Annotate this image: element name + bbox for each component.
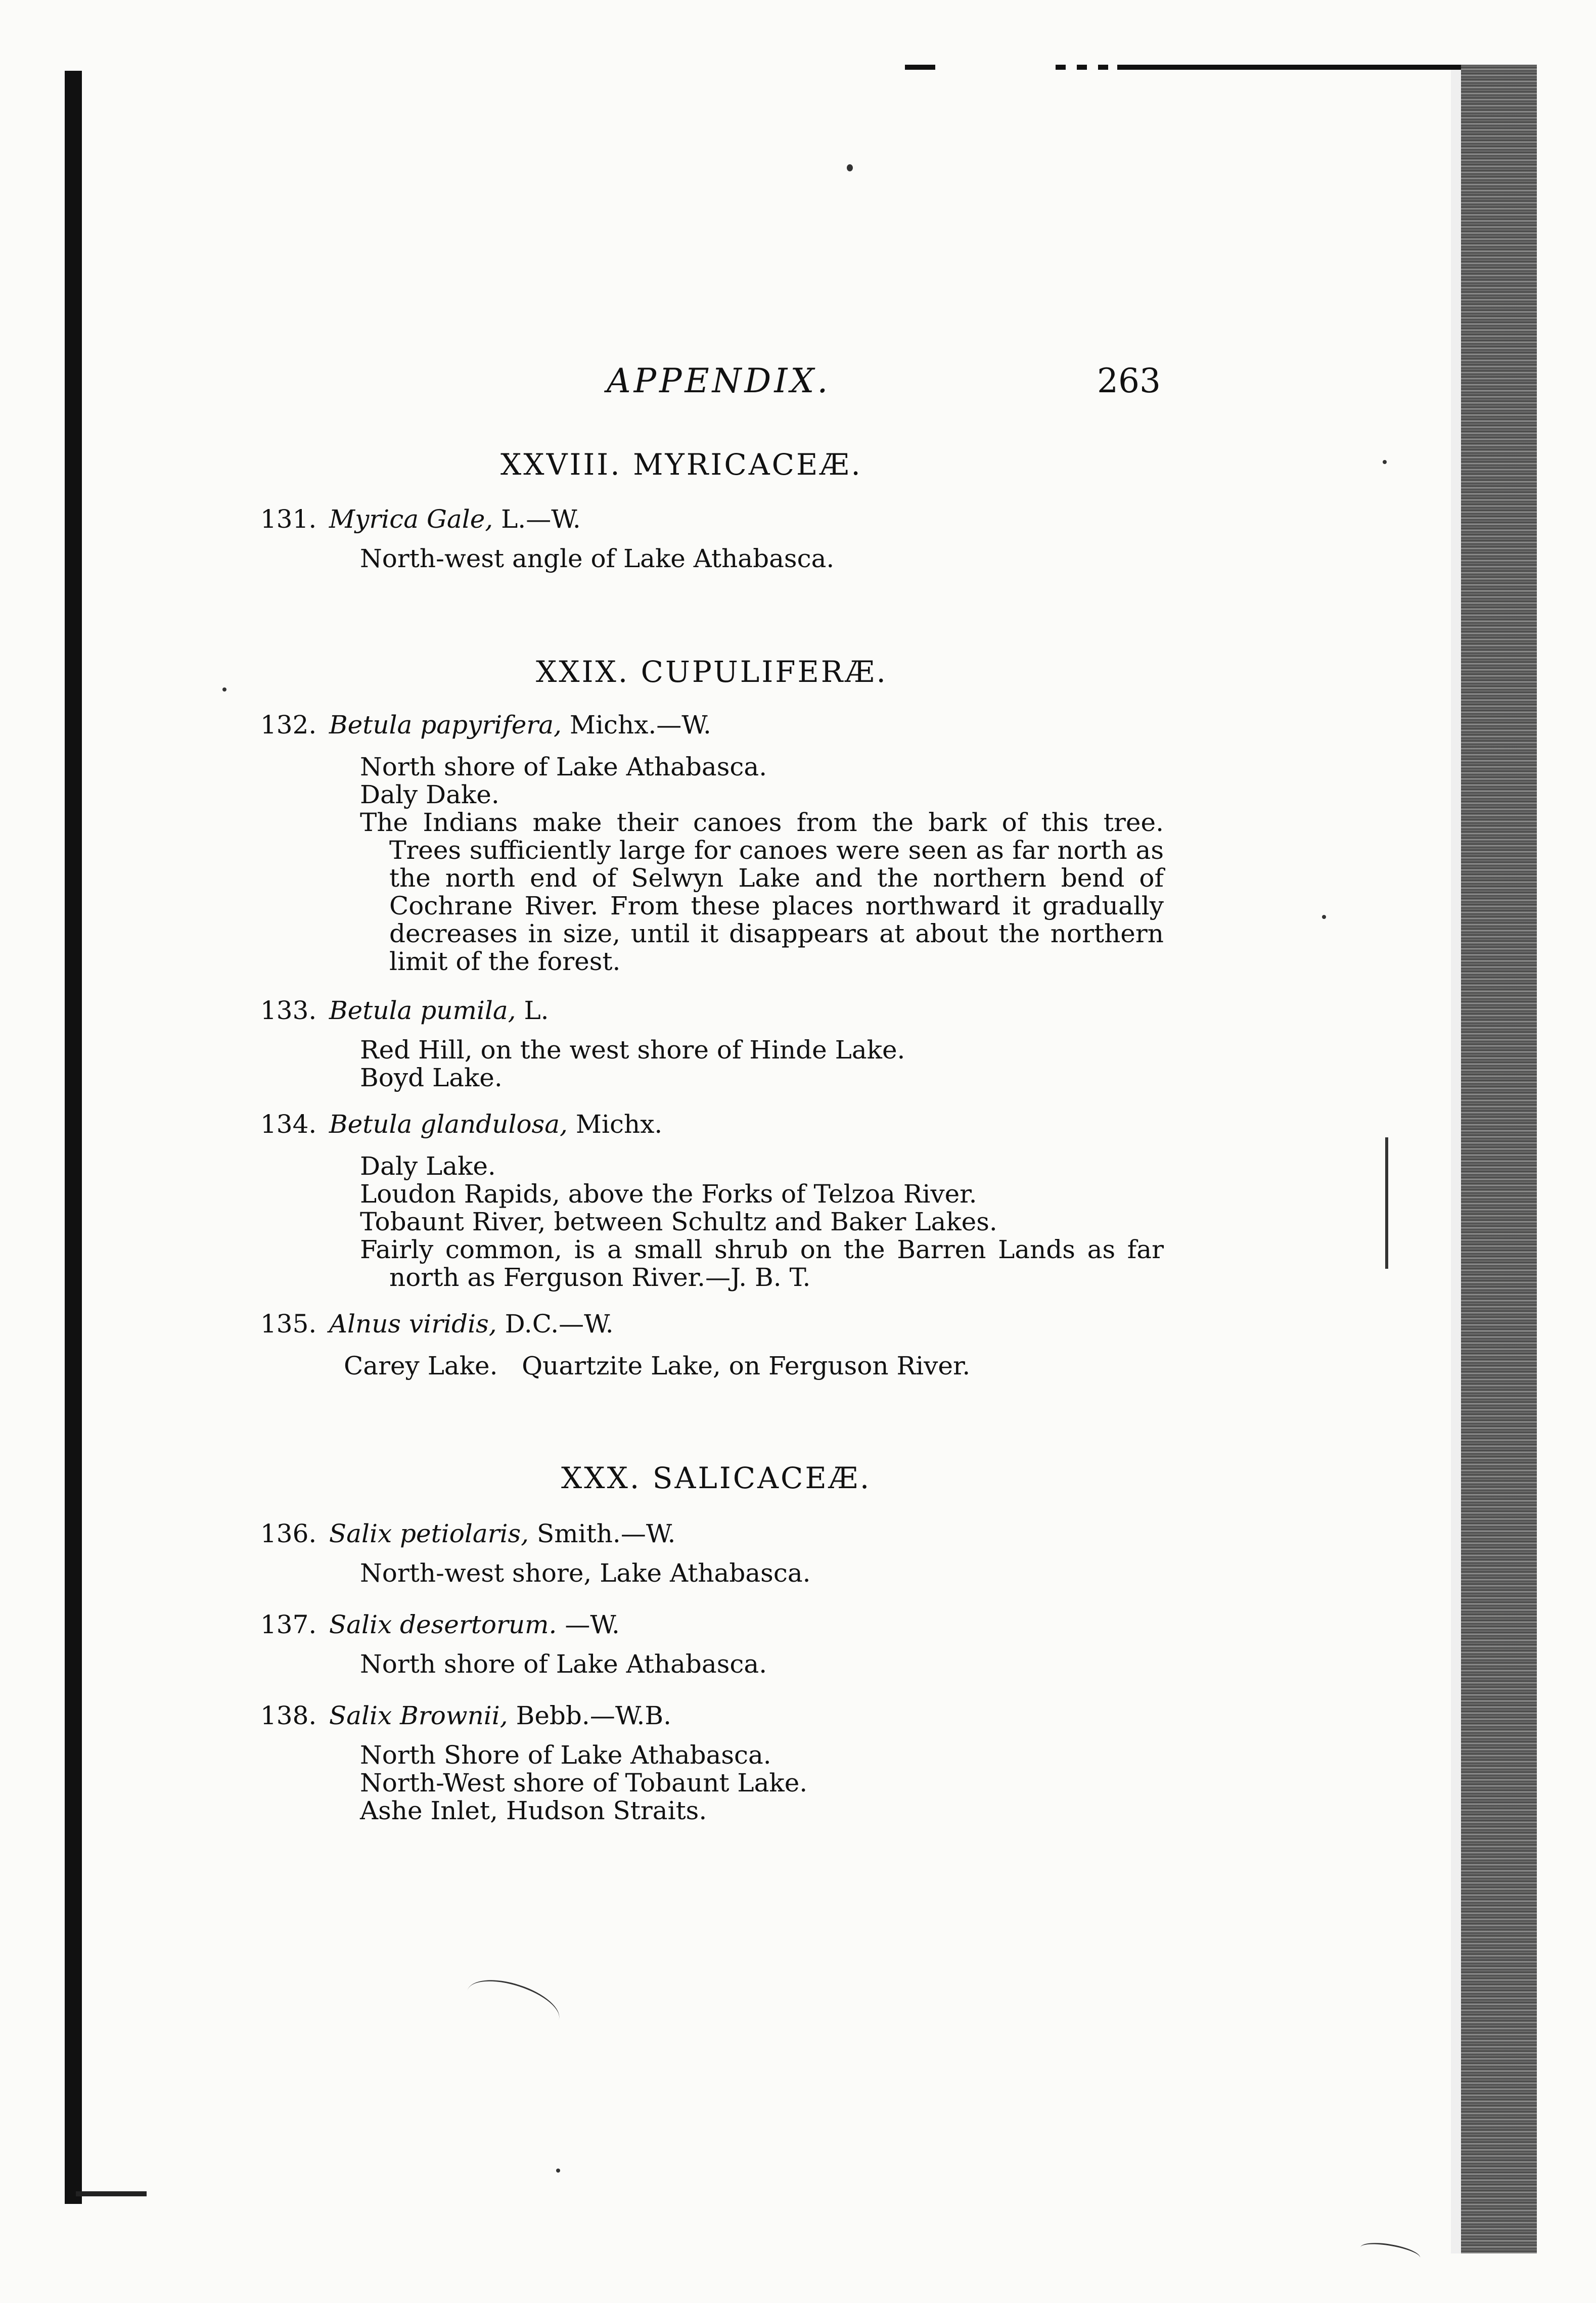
locality: Boyd Lake.: [360, 1063, 503, 1092]
species-name: Salix Brownii,: [329, 1701, 508, 1730]
locality: North-west shore, Lake Athabasca.: [360, 1558, 811, 1588]
species-authority: Smith.—W.: [536, 1519, 676, 1548]
family-heading: XXVIII. MYRICACEÆ.: [500, 447, 862, 482]
binding-foot-mark: [76, 2191, 147, 2196]
top-edge-mark: [1077, 65, 1087, 70]
species-authority: D.C.—W.: [505, 1309, 614, 1339]
top-edge-mark: [1098, 65, 1108, 70]
scan-speck: [847, 164, 853, 171]
locality-list: [360, 1650, 1164, 1678]
species-note: Fairly common, is a small shrub on the Barren Lands as far north as Ferguson River.—J. B. T.: [360, 1235, 1164, 1292]
scan-stroke: [1385, 1137, 1393, 1269]
species-entry-135: [260, 1309, 614, 1339]
species-authority: —W.: [565, 1610, 620, 1639]
page-number: 263: [1097, 361, 1161, 400]
locality-list: [360, 1559, 1164, 1587]
species-number: 134.: [260, 1110, 317, 1139]
binding-edge: [65, 71, 82, 2204]
page-gutter: [1451, 65, 1462, 2253]
species-name: Salix desertorum.: [329, 1610, 557, 1639]
locality: North-west angle of Lake Athabasca.: [360, 544, 835, 573]
locality: Tobaunt River, between Schultz and Baker Lakes.: [360, 1207, 997, 1236]
locality: Carey Lake. Quartzite Lake, on Ferguson River.: [344, 1351, 971, 1380]
page-edge-shadow: [1461, 65, 1537, 2253]
species-name: Salix petiolaris,: [329, 1519, 529, 1548]
locality-list: [360, 1741, 1164, 1825]
scan-speck: [222, 687, 226, 692]
species-entry-134: [260, 1110, 662, 1139]
locality: Daly Dake.: [360, 780, 499, 809]
species-authority: Michx.—W.: [569, 710, 711, 740]
locality-list: [344, 1352, 1148, 1380]
scan-stroke: [461, 1970, 565, 2040]
species-note: The Indians make their canoes from the bark of this tree. Trees sufficiently large for canoes were seen as far north as the north end of Selwyn Lake and the northern bend of Cochrane River. From these places northward it gradually decreases in size, until it disappears at about the northern limit of the forest.: [360, 808, 1164, 976]
species-name: Betula glandulosa,: [329, 1110, 568, 1139]
running-head: APPENDIX.: [607, 361, 831, 400]
locality: Daly Lake.: [360, 1152, 496, 1181]
top-edge-mark: [1117, 65, 1461, 70]
locality: North shore of Lake Athabasca.: [360, 752, 767, 781]
species-name: Myrica Gale,: [329, 504, 493, 534]
species-number: 136.: [260, 1519, 317, 1548]
species-authority: L.: [524, 996, 549, 1025]
species-entry-138: [260, 1701, 671, 1730]
locality: Ashe Inlet, Hudson Straits.: [360, 1796, 707, 1825]
species-authority: L.—W.: [501, 504, 581, 534]
species-number: 132.: [260, 710, 317, 740]
locality: Loudon Rapids, above the Forks of Telzoa River.: [360, 1179, 977, 1209]
species-entry-137: [260, 1610, 620, 1639]
locality-list: [360, 753, 1164, 976]
species-authority: Bebb.—W.B.: [516, 1701, 671, 1730]
locality: North-West shore of Tobaunt Lake.: [360, 1768, 808, 1798]
species-entry-132: [260, 710, 711, 740]
species-number: 135.: [260, 1309, 317, 1339]
locality: Red Hill, on the west shore of Hinde Lake.: [360, 1035, 905, 1065]
locality-list: [360, 1036, 1164, 1092]
family-heading: XXIX. CUPULIFERÆ.: [536, 655, 888, 689]
species-entry-131: [260, 504, 581, 534]
locality-list: [360, 1153, 1164, 1292]
species-number: 131.: [260, 504, 317, 534]
species-authority: Michx.: [575, 1110, 663, 1139]
species-number: 138.: [260, 1701, 317, 1730]
species-entry-133: [260, 996, 549, 1025]
top-edge-mark: [1056, 65, 1066, 70]
top-edge-mark: [905, 65, 935, 70]
locality: North Shore of Lake Athabasca.: [360, 1740, 771, 1770]
scan-speck: [556, 2169, 560, 2173]
locality: North shore of Lake Athabasca.: [360, 1649, 767, 1679]
species-number: 133.: [260, 996, 317, 1025]
species-number: 137.: [260, 1610, 317, 1639]
species-name: Betula papyrifera,: [329, 710, 562, 740]
scan-speck: [1383, 460, 1387, 464]
family-heading: XXX. SALICACEÆ.: [561, 1461, 872, 1495]
scan-speck: [1322, 915, 1326, 919]
species-name: Betula pumila,: [329, 996, 516, 1025]
species-entry-136: [260, 1519, 675, 1548]
scan-stroke: [1359, 2239, 1422, 2266]
locality-list: [360, 545, 1164, 573]
species-name: Alnus viridis,: [329, 1309, 497, 1339]
